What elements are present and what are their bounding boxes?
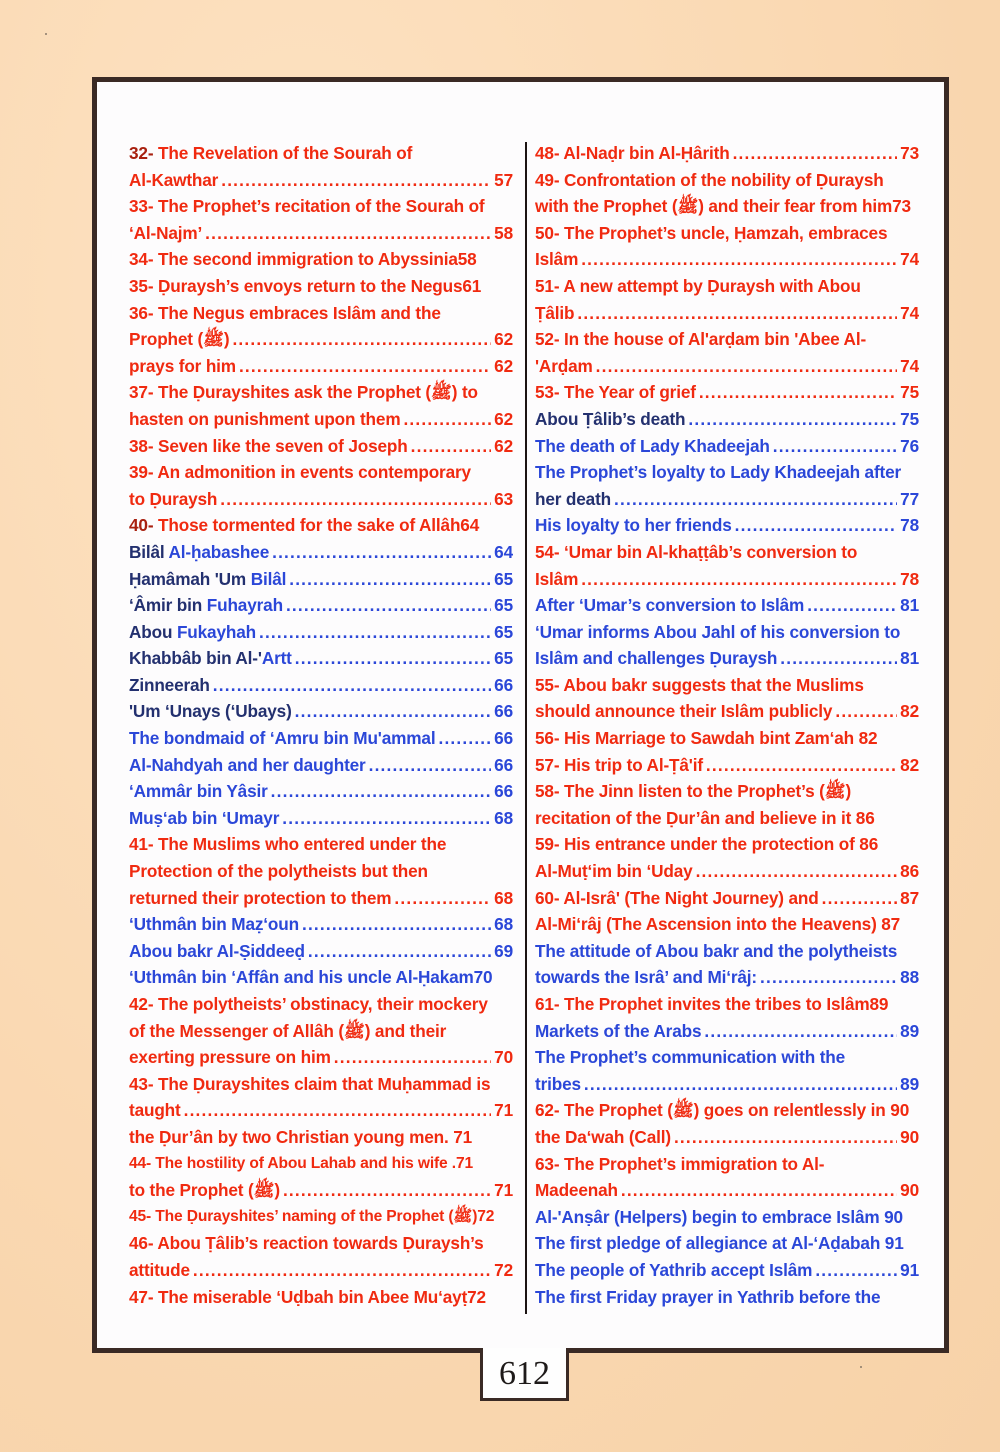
chapter-title: ‘Al-Najm’ <box>129 222 203 243</box>
chapter-title: 51- A new attempt by Ḍuraysh with Abou <box>535 275 861 296</box>
toc-chapter-entry <box>535 379 919 406</box>
dot-leader <box>205 220 491 247</box>
dot-leader <box>773 433 897 460</box>
chapter-title: Protection of the polytheists but then <box>129 861 428 882</box>
section-title: After ‘Umar’s conversion to Islâm <box>535 595 805 616</box>
chapter-title: The Revelation of the Sourah of <box>153 143 413 163</box>
page-ref: 76 <box>900 435 919 456</box>
chapter-title: with the Prophet (ﷺ) and their fear from him73 <box>535 196 911 217</box>
chapter-title: 46- Abou Ṭâlib’s reaction towards Ḍuraysh’s <box>129 1233 484 1254</box>
page-ref: 62 <box>494 435 513 456</box>
toc-section-entry <box>535 459 919 486</box>
chapter-title: 59- His entrance under the protection of 86 <box>535 834 879 855</box>
toc-section-entry <box>129 911 513 938</box>
section-title: Abou bakr Al-Ṣiddeeḍ <box>129 940 305 961</box>
page-ref: 90 <box>900 1126 919 1147</box>
chapter-title: Prophet (ﷺ) <box>129 329 230 350</box>
dot-leader <box>706 752 897 779</box>
toc-section-entry <box>129 938 513 965</box>
toc-chapter-entry <box>535 831 919 858</box>
chapter-title: taught <box>129 1100 181 1121</box>
chapter-title: to Ḍuraysh <box>129 488 218 509</box>
toc-section-entry <box>535 1284 919 1311</box>
toc-chapter-entry <box>535 1097 919 1124</box>
toc-chapter-entry <box>535 246 919 273</box>
dot-leader <box>584 1071 897 1098</box>
chapter-title: hasten on punishment upon them <box>129 408 401 429</box>
toc-chapter-entry <box>129 1124 513 1151</box>
chapter-title: 53- The Year of grief <box>535 382 696 403</box>
page-ref: 88 <box>900 967 919 988</box>
chapter-title: 'Arḍam <box>535 355 593 376</box>
section-title: Muṣ‘ab bin ‘Umayr <box>129 807 280 828</box>
dot-leader <box>614 486 897 513</box>
page-ref: 81 <box>900 648 919 669</box>
toc-chapter-entry <box>535 778 919 805</box>
section-title-lead: Zinneerah <box>129 674 210 695</box>
dot-leader <box>596 353 898 380</box>
toc-chapter-entry <box>535 1124 919 1151</box>
dot-leader <box>369 752 492 779</box>
dot-leader <box>283 1177 491 1204</box>
page-ref: 66 <box>494 781 513 802</box>
page-ref: 69 <box>494 940 513 961</box>
toc-chapter-entry <box>129 1044 513 1071</box>
section-title: The death of Lady Khadeejah <box>535 435 770 456</box>
toc-chapter-entry <box>129 220 513 247</box>
dot-leader <box>780 645 897 672</box>
dot-leader <box>302 911 491 938</box>
toc-section-entry <box>535 406 919 433</box>
chapter-title: the Ḍur’ân by two Christian young men. 71 <box>129 1126 473 1147</box>
toc-section-entry <box>535 938 919 965</box>
page-ref: 89 <box>900 1020 919 1041</box>
chapter-title: should announce their Islâm publicly <box>535 701 833 722</box>
chapter-title: 45- The Ḍurayshites’ naming of the Prophet (ﷺ)72 <box>129 1207 495 1225</box>
toc-chapter-entry <box>129 1177 513 1204</box>
dot-leader <box>213 672 491 699</box>
toc-chapter-entry <box>129 300 513 327</box>
dot-leader <box>577 300 897 327</box>
page-ref: 70 <box>494 1047 513 1068</box>
toc-chapter-entry <box>129 273 513 300</box>
page-ref: 57 <box>494 169 513 190</box>
chapter-title: 63- The Prophet’s immigration to Al- <box>535 1153 825 1174</box>
section-title: Al-Nahdyah and her daughter <box>129 754 366 775</box>
toc-section-entry <box>535 1044 919 1071</box>
toc-section-entry <box>129 725 513 752</box>
page-ref: 74 <box>900 302 919 323</box>
page-ref: 87 <box>900 887 919 908</box>
chapter-title: 50- The Prophet’s uncle, Ḥamzah, embraces <box>535 222 888 243</box>
section-title: Bilâl <box>250 568 287 589</box>
column-divider <box>525 142 527 1314</box>
dot-leader <box>674 1124 897 1151</box>
section-title: Al-ḥabashee <box>168 541 270 562</box>
dot-leader <box>403 406 491 433</box>
dot-leader <box>272 539 491 566</box>
toc-section-entry <box>129 805 513 832</box>
page-ref: 68 <box>494 807 513 828</box>
page-number: 612 <box>480 1348 569 1401</box>
page-ref: 75 <box>900 382 919 403</box>
section-title: The bondmaid of ‘Amru bin Mu'ammal <box>129 728 436 749</box>
page-ref: 89 <box>900 1073 919 1094</box>
toc-chapter-entry <box>535 752 919 779</box>
toc-section-entry <box>535 486 919 513</box>
chapter-title: 41- The Muslims who entered under the <box>129 834 447 855</box>
toc-chapter-entry <box>129 885 513 912</box>
page-ref: 66 <box>494 754 513 775</box>
dot-leader <box>815 1257 897 1284</box>
paper-speck <box>860 1366 862 1368</box>
chapter-title: 62- The Prophet (ﷺ) goes on relentlessly in 90 <box>535 1100 910 1121</box>
page-ref: 74 <box>900 355 919 376</box>
section-title-lead: Bilâl <box>129 541 169 562</box>
section-title: The attitude of Abou bakr and the polytheists <box>535 940 898 961</box>
toc-chapter-entry <box>129 1284 513 1311</box>
section-title-lead: ‘Âmir bin <box>129 595 207 616</box>
page-ref: 62 <box>494 329 513 350</box>
toc-chapter-entry <box>535 725 919 752</box>
page-ref: 82 <box>900 701 919 722</box>
toc-chapter-entry <box>129 433 513 460</box>
page-ref: 75 <box>900 408 919 429</box>
toc-chapter-entry <box>129 193 513 220</box>
dot-leader <box>220 486 491 513</box>
page-ref: 64 <box>494 541 513 562</box>
toc-section-entry <box>535 592 919 619</box>
toc-chapter-entry <box>535 885 919 912</box>
toc-section-entry <box>129 752 513 779</box>
toc-chapter-entry <box>129 1151 513 1178</box>
toc-section-entry <box>535 433 919 460</box>
dot-leader <box>733 140 898 167</box>
chapter-title: Islâm <box>535 249 579 270</box>
page-ref: 91 <box>900 1259 919 1280</box>
toc-chapter-entry <box>535 193 919 220</box>
dot-leader <box>807 592 897 619</box>
page-ref: 65 <box>494 595 513 616</box>
dot-leader <box>735 512 898 539</box>
chapter-title: 36- The Negus embraces Islâm and the <box>129 302 441 323</box>
toc-chapter-entry <box>129 140 513 167</box>
chapter-title: 54- ‘Umar bin Al-khaṭṭâb’s conversion to <box>535 541 858 562</box>
chapter-title: 58- The Jinn listen to the Prophet’s (ﷺ) <box>535 781 852 802</box>
toc-chapter-entry <box>129 991 513 1018</box>
toc-chapter-entry <box>129 1018 513 1045</box>
chapter-title: 61- The Prophet invites the tribes to Islâm89 <box>535 994 889 1014</box>
section-title: The Prophet’s communication with the <box>535 1047 846 1068</box>
chapter-title: of the Messenger of Allâh (ﷺ) and their <box>129 1020 447 1041</box>
chapter-title: Al-Kawthar <box>129 169 219 190</box>
chapter-title: Ṭâlib <box>535 302 575 323</box>
section-title: Fukayhah <box>176 621 256 642</box>
dot-leader <box>295 698 492 725</box>
dot-leader <box>289 566 491 593</box>
section-title-lead: Abou <box>129 621 177 642</box>
dot-leader <box>193 1257 491 1284</box>
toc-chapter-entry <box>535 1151 919 1178</box>
toc-chapter-entry <box>535 911 919 938</box>
page-ref: 68 <box>494 887 513 908</box>
toc-chapter-entry <box>129 167 513 194</box>
page-ref: 63 <box>494 488 513 509</box>
chapter-title: to the Prophet (ﷺ) <box>129 1180 280 1201</box>
chapter-title: 60- Al-Isrâ' (The Night Journey) and <box>535 887 819 908</box>
toc-right-column <box>535 140 919 1310</box>
chapter-title: prays for him <box>129 355 236 376</box>
toc-section-entry <box>535 1071 919 1098</box>
chapter-title: 43- The Ḍurayshites claim that Muḥammad is <box>129 1073 491 1094</box>
chapter-title: 49- Confrontation of the nobility of Ḍuraysh <box>535 169 884 190</box>
page-ref: 66 <box>494 674 513 695</box>
chapter-title: exerting pressure on him <box>129 1047 331 1068</box>
dot-leader <box>184 1097 492 1124</box>
toc-chapter-entry <box>129 326 513 353</box>
toc-section-entry <box>535 645 919 672</box>
chapter-title: 37- The Ḍurayshites ask the Prophet (ﷺ) to <box>129 382 478 403</box>
chapter-title: 47- The miserable ‘Uḍbah bin Abee Mu‘ayṭ72 <box>129 1286 486 1307</box>
chapter-title: returned their protection to them <box>129 887 392 908</box>
toc-chapter-entry <box>129 486 513 513</box>
toc-section-entry <box>535 1230 919 1257</box>
page-ref: 62 <box>494 355 513 376</box>
section-title-lead: Khabbâb bin Al-' <box>129 648 262 669</box>
page-ref: 82 <box>900 754 919 775</box>
toc-section-entry <box>129 698 513 725</box>
toc-section-entry <box>535 1018 919 1045</box>
page-ref: 71 <box>494 1100 513 1121</box>
chapter-title: recitation of the Ḍur’ân and believe in it 86 <box>535 807 875 828</box>
section-title: The first Friday prayer in Yathrib before the <box>535 1286 881 1307</box>
page-ref: 66 <box>494 728 513 749</box>
toc-chapter-entry <box>535 1177 919 1204</box>
section-title: ‘Uthmân bin Maẓ‘oun <box>129 914 299 935</box>
section-title: The first pledge of allegiance at Al-‘Aḍabah 91 <box>535 1233 904 1254</box>
section-title: towards the Isrâ’ and Mi‘râj: <box>535 967 758 988</box>
page-ref: 71 <box>494 1180 513 1201</box>
page-ref: 78 <box>900 568 919 589</box>
chapter-title: the Da‘wah (Call) <box>535 1126 671 1147</box>
paper-speck <box>45 33 47 35</box>
toc-chapter-entry <box>535 858 919 885</box>
dot-leader <box>621 1177 897 1204</box>
toc-chapter-entry <box>535 326 919 353</box>
toc-chapter-entry <box>129 1257 513 1284</box>
chapter-title: Islâm <box>535 568 579 589</box>
chapter-title: 38- Seven like the seven of Joseph <box>129 435 408 456</box>
toc-chapter-entry <box>129 512 513 539</box>
dot-leader <box>394 885 491 912</box>
dot-leader <box>271 778 492 805</box>
section-title: The people of Yathrib accept Islâm <box>535 1259 813 1280</box>
toc-section-entry <box>535 1204 919 1231</box>
dot-leader <box>411 433 492 460</box>
toc-chapter-entry <box>535 805 919 832</box>
chapter-title: 34- The second immigration to Abyssinia58 <box>129 249 477 270</box>
chapter-title: 44- The hostility of Abou Lahab and his wife .71 <box>129 1154 473 1172</box>
chapter-title: Al-Muṭ‘im bin ‘Uday <box>535 861 693 882</box>
toc-chapter-entry <box>129 831 513 858</box>
page-ref: 68 <box>494 914 513 935</box>
dot-leader <box>688 406 897 433</box>
toc-section-entry <box>129 778 513 805</box>
chapter-title: 55- Abou bakr suggests that the Muslims <box>535 674 864 695</box>
toc-section-entry <box>129 566 513 593</box>
dot-leader <box>696 858 898 885</box>
toc-left-column <box>129 140 513 1310</box>
chapter-title: 52- In the house of Al'arḍam bin 'Abee Al- <box>535 329 867 350</box>
toc-section-entry <box>535 619 919 646</box>
toc-chapter-entry <box>535 353 919 380</box>
section-title: His loyalty to her friends <box>535 515 732 536</box>
toc-section-entry <box>129 539 513 566</box>
chapter-title: 35- Ḍuraysh’s envoys return to the Negus61 <box>129 275 482 296</box>
toc-chapter-entry <box>129 406 513 433</box>
page-ref: 62 <box>494 408 513 429</box>
toc-chapter-entry <box>129 246 513 273</box>
page-ref: 81 <box>900 595 919 616</box>
toc-section-entry <box>129 964 513 991</box>
toc-chapter-entry <box>535 539 919 566</box>
page-ref: 58 <box>494 222 513 243</box>
section-title: ‘Umar informs Abou Jahl of his conversion to <box>535 621 901 642</box>
section-title-lead: her death <box>535 488 612 509</box>
page-ref: 78 <box>900 515 919 536</box>
chapter-title: 33- The Prophet’s recitation of the Sourah of <box>129 196 485 217</box>
section-title: tribes <box>535 1073 581 1094</box>
dot-leader <box>295 645 491 672</box>
section-title: Al-'Anṣâr (Helpers) begin to embrace Islâm 90 <box>535 1206 903 1227</box>
page-ref: 66 <box>494 701 513 722</box>
toc-section-entry <box>535 512 919 539</box>
dot-leader <box>308 938 491 965</box>
chapter-title: Madeenah <box>535 1180 618 1201</box>
page-ref: 77 <box>900 488 919 509</box>
page-ref: 86 <box>900 861 919 882</box>
chapter-title: 48- Al-Naḍr bin Al-Ḥârith <box>535 143 730 163</box>
chapter-title: Al-Mi‘râj (The Ascension into the Heavens) 87 <box>535 914 901 935</box>
toc-chapter-entry <box>535 698 919 725</box>
toc-chapter-entry <box>129 1071 513 1098</box>
toc-section-entry <box>129 672 513 699</box>
toc-section-entry <box>129 645 513 672</box>
dot-leader <box>835 698 897 725</box>
section-title-lead: Ḥamâmah 'Um <box>129 568 251 589</box>
dot-leader <box>581 246 897 273</box>
section-title: Islâm and challenges Ḍuraysh <box>535 648 778 669</box>
chapter-number: 40- <box>129 515 154 536</box>
toc-chapter-entry <box>535 300 919 327</box>
page-frame <box>92 77 949 1353</box>
dot-leader <box>760 964 897 991</box>
section-title: ‘Ammâr bin Yâsir <box>129 781 268 802</box>
toc-chapter-entry <box>129 1097 513 1124</box>
toc-section-entry <box>535 1257 919 1284</box>
toc-chapter-entry <box>535 167 919 194</box>
chapter-title: 56- His Marriage to Sawdah bint Zam‘ah 82 <box>535 728 878 749</box>
chapter-title: 39- An admonition in events contemporary <box>129 462 471 483</box>
section-title-lead: 'Um ‘Unays (‘Ubays) <box>129 701 292 722</box>
toc-section-entry <box>535 964 919 991</box>
dot-leader <box>704 1018 897 1045</box>
toc-chapter-entry <box>535 140 919 167</box>
section-title: Fuhayrah <box>206 595 283 616</box>
chapter-title: 57- His trip to Al-Ṭâ'if <box>535 754 703 775</box>
toc-chapter-entry <box>535 273 919 300</box>
dot-leader <box>699 379 897 406</box>
section-title: Artt <box>261 648 292 669</box>
page-ref: 72 <box>494 1259 513 1280</box>
section-title: ‘Uthmân bin ‘Affân and his uncle Al-Ḥakam70 <box>129 967 493 988</box>
toc-chapter-entry <box>535 220 919 247</box>
dot-leader <box>334 1044 491 1071</box>
dot-leader <box>232 326 491 353</box>
page-ref: 65 <box>494 621 513 642</box>
toc-chapter-entry <box>129 1204 513 1231</box>
dot-leader <box>259 619 491 646</box>
toc-chapter-entry <box>535 672 919 699</box>
page-ref: 65 <box>494 568 513 589</box>
chapter-title: Those tormented for the sake of Allâh64 <box>153 515 480 536</box>
toc-chapter-entry <box>129 353 513 380</box>
page-ref: 74 <box>900 249 919 270</box>
toc-section-entry <box>129 619 513 646</box>
toc-chapter-entry <box>129 459 513 486</box>
dot-leader <box>581 566 897 593</box>
chapter-number: 32- <box>129 143 154 163</box>
section-title: The Prophet’s loyalty to Lady Khadeejah after <box>535 462 902 483</box>
dot-leader <box>822 885 898 912</box>
toc-chapter-entry <box>129 1230 513 1257</box>
section-title-lead: Abou Ṭâlib’s death <box>535 408 686 429</box>
section-title: Markets of the Arabs <box>535 1020 702 1041</box>
toc-chapter-entry <box>129 379 513 406</box>
dot-leader <box>221 167 491 194</box>
page-ref: 65 <box>494 648 513 669</box>
toc-chapter-entry <box>535 566 919 593</box>
toc-chapter-entry <box>535 991 919 1018</box>
page-ref: 73 <box>900 143 919 163</box>
page-ref: 90 <box>900 1180 919 1201</box>
dot-leader <box>286 592 491 619</box>
dot-leader <box>282 805 491 832</box>
toc-section-entry <box>129 592 513 619</box>
chapter-title: attitude <box>129 1259 190 1280</box>
dot-leader <box>239 353 491 380</box>
chapter-title: 42- The polytheists’ obstinacy, their mockery <box>129 994 488 1014</box>
toc-chapter-entry <box>129 858 513 885</box>
dot-leader <box>438 725 491 752</box>
